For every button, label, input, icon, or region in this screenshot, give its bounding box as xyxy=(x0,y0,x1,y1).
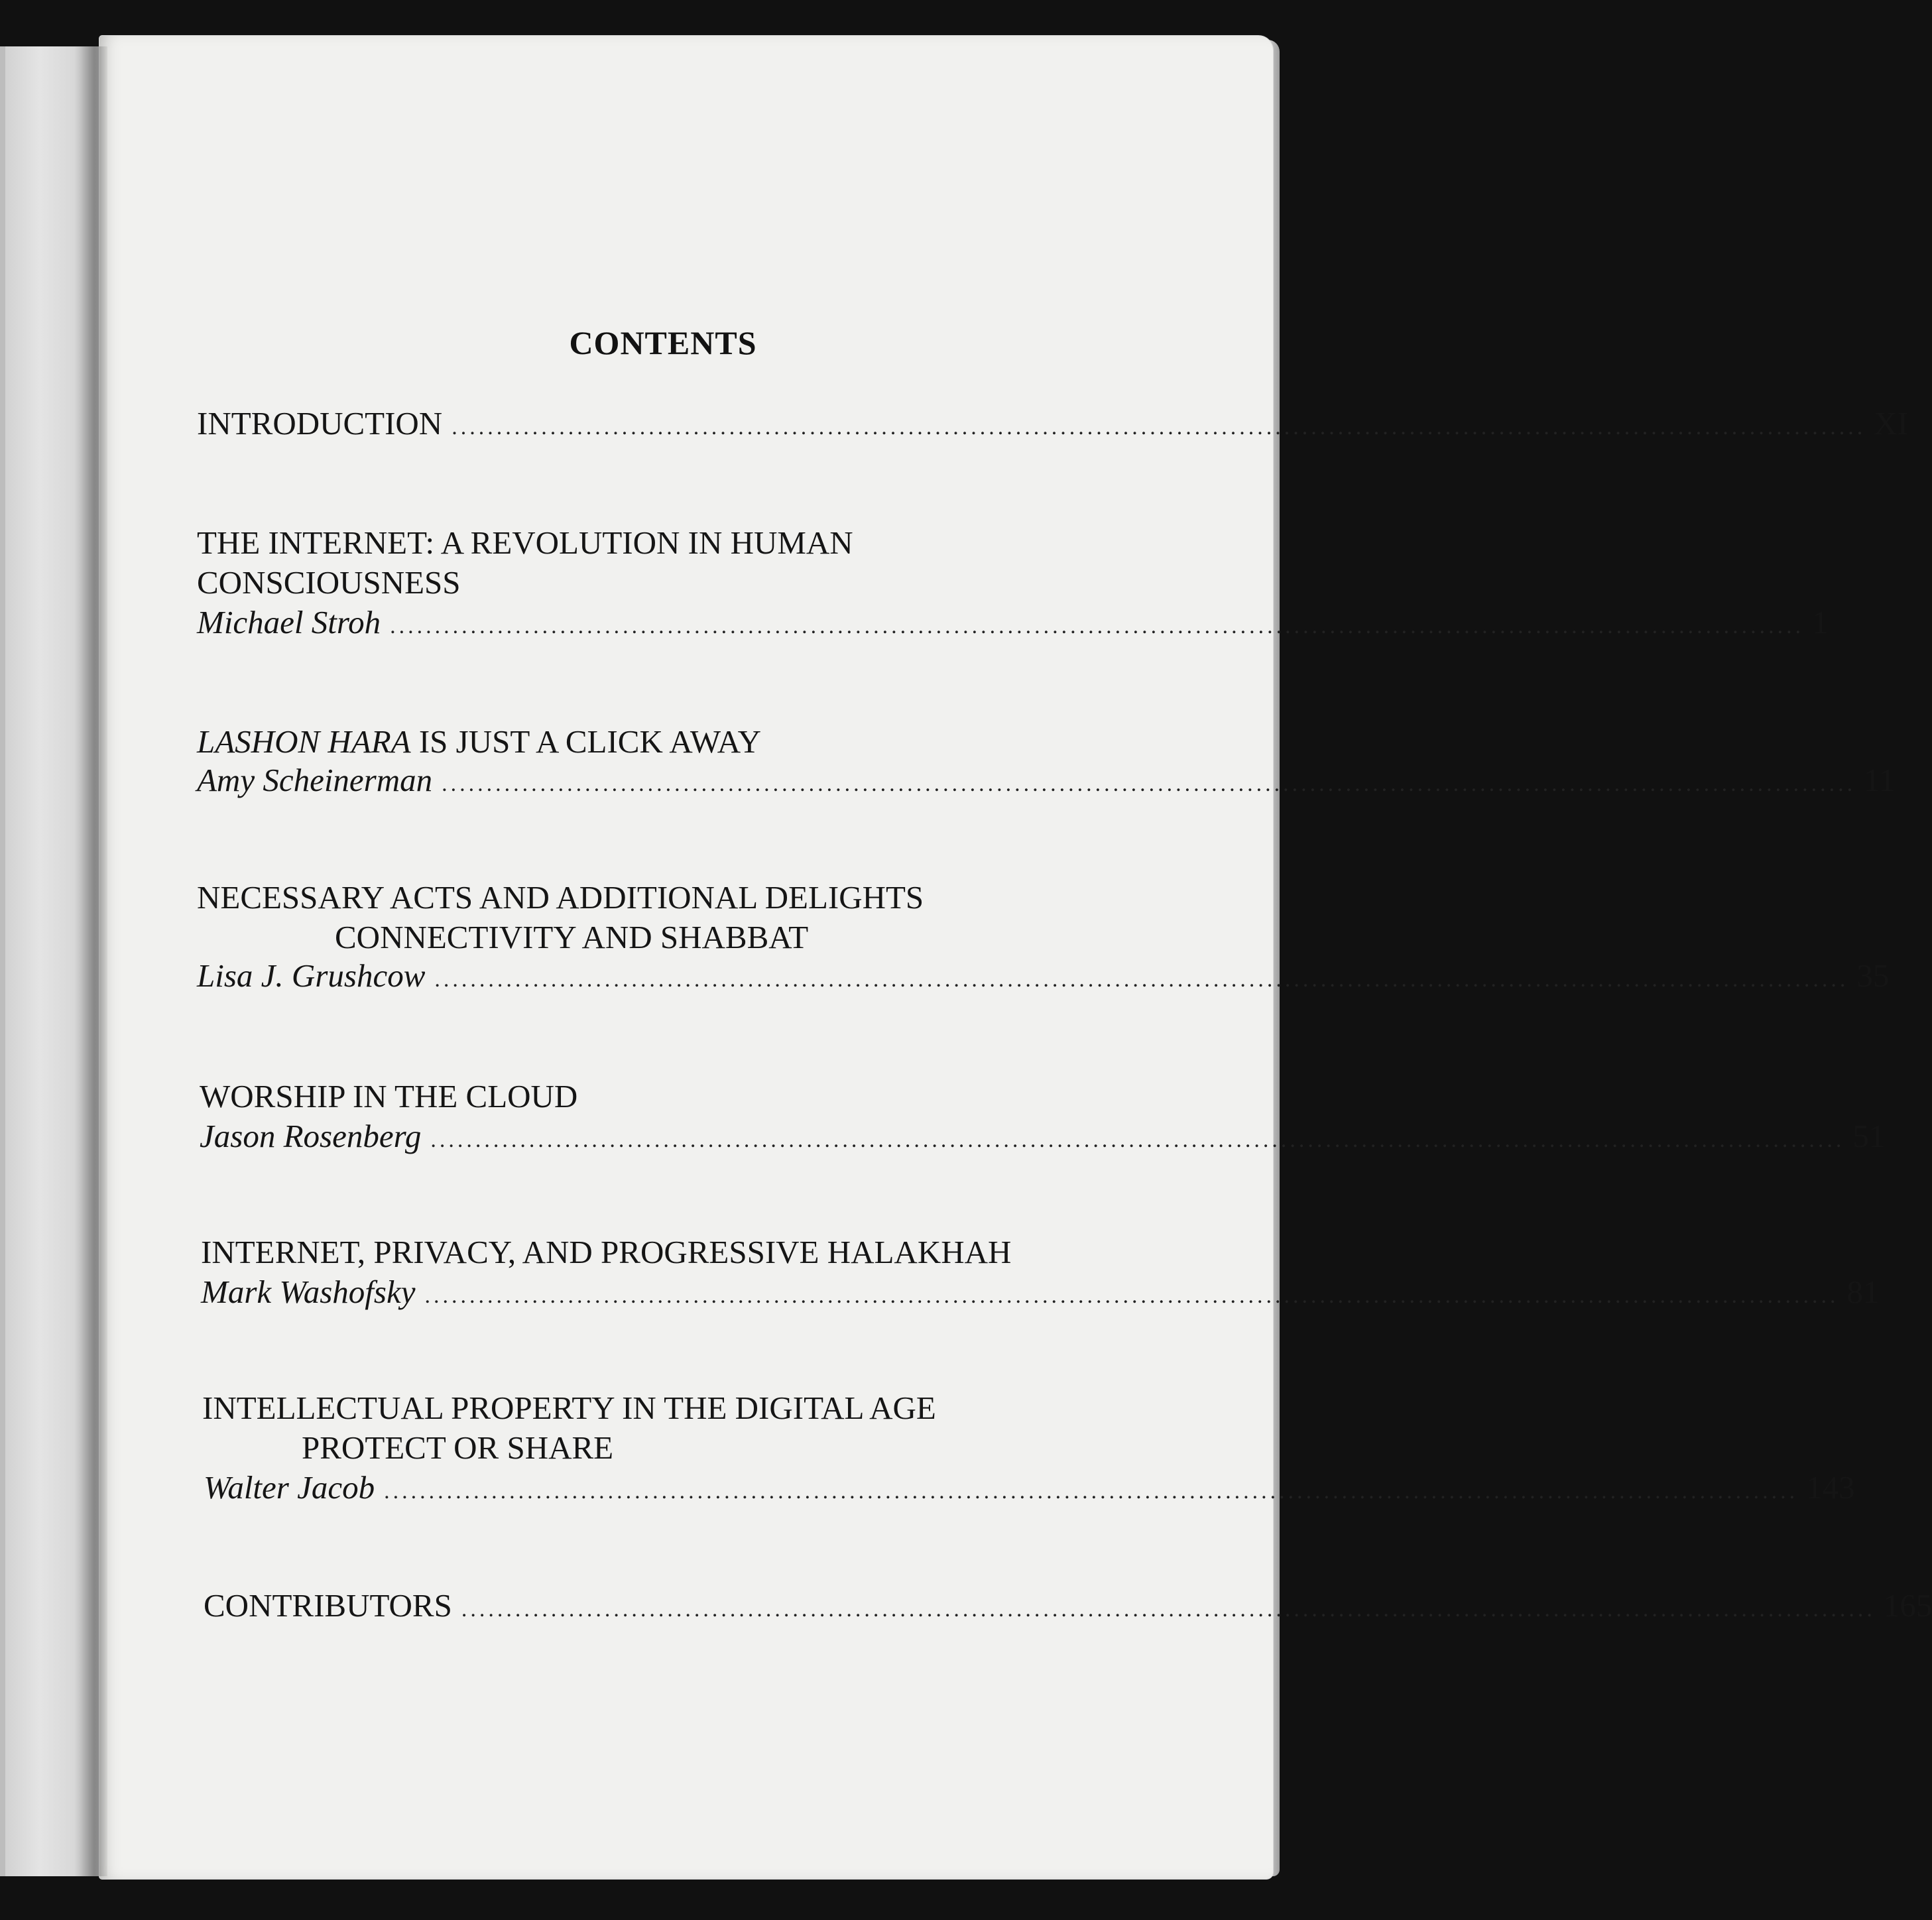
toc-author: Mark Washofsky xyxy=(201,1274,416,1310)
toc-title-italic: LASHON HARA xyxy=(197,723,411,760)
dot-leader: .............................................................................................................................................................. xyxy=(424,1284,1839,1308)
toc-title-line: THE INTERNET: A REVOLUTION IN HUMAN xyxy=(197,524,853,561)
toc-author: Jason Rosenberg xyxy=(200,1118,422,1154)
toc-title-line: NECESSARY ACTS AND ADDITIONAL DELIGHTS xyxy=(197,879,924,916)
toc-author: Walter Jacob xyxy=(204,1469,375,1506)
toc-entry-introduction xyxy=(197,404,1908,442)
toc-entry-author xyxy=(197,603,1829,641)
toc-title-line: WORSHIP IN THE CLOUD xyxy=(200,1078,578,1114)
toc-title: CONTRIBUTORS xyxy=(204,1587,452,1624)
toc-page-number: 35 xyxy=(1856,957,1890,994)
toc-title-line xyxy=(197,723,761,760)
toc-title: INTRODUCTION xyxy=(197,405,443,442)
toc-title-line: INTERNET, PRIVACY, AND PROGRESSIVE HALAKHAH xyxy=(201,1234,1012,1270)
toc-entry-contributors xyxy=(204,1587,1932,1624)
toc-page-number: 51 xyxy=(1852,1118,1886,1154)
toc-page-number: 1 xyxy=(1812,604,1829,640)
toc-page-number: 143 xyxy=(1806,1469,1855,1506)
toc-entry-author xyxy=(197,761,1896,799)
toc-entry-author xyxy=(200,1117,1886,1155)
toc-title-line: CONSCIOUSNESS xyxy=(197,564,461,601)
toc-page-number: XI xyxy=(1874,405,1908,442)
dot-leader: .............................................................................................................................................................. xyxy=(390,614,1805,638)
dot-leader: .............................................................................................................................................................. xyxy=(384,1479,1799,1504)
toc-page-number: 11 xyxy=(1864,762,1896,798)
toc-page-number: 165 xyxy=(1883,1587,1932,1624)
toc-author: Amy Scheinerman xyxy=(197,762,433,798)
toc-title-line: CONNECTIVITY AND SHABBAT xyxy=(335,919,809,955)
toc-author: Michael Stroh xyxy=(197,604,381,640)
toc-entry-author xyxy=(204,1469,1855,1506)
dot-leader: .............................................................................................................................................................. xyxy=(442,772,1856,796)
toc-title-line: PROTECT OR SHARE xyxy=(302,1429,614,1466)
toc-entry-author xyxy=(197,957,1890,994)
dot-leader: .............................................................................................................................................................. xyxy=(461,1597,1876,1622)
toc-author: Lisa J. Grushcow xyxy=(197,957,426,994)
contents-heading: CONTENTS xyxy=(569,324,757,361)
toc-title-line: INTELLECTUAL PROPERTY IN THE DIGITAL AGE xyxy=(202,1390,936,1426)
dot-leader: .............................................................................................................................................................. xyxy=(430,1128,1845,1152)
toc-title-rest: IS JUST A CLICK AWAY xyxy=(410,723,761,760)
dot-leader: .............................................................................................................................................................. xyxy=(434,967,1849,992)
toc-entry-author xyxy=(201,1273,1880,1311)
toc-page-number: 81 xyxy=(1846,1274,1880,1310)
dot-leader: .............................................................................................................................................................. xyxy=(452,415,1866,440)
